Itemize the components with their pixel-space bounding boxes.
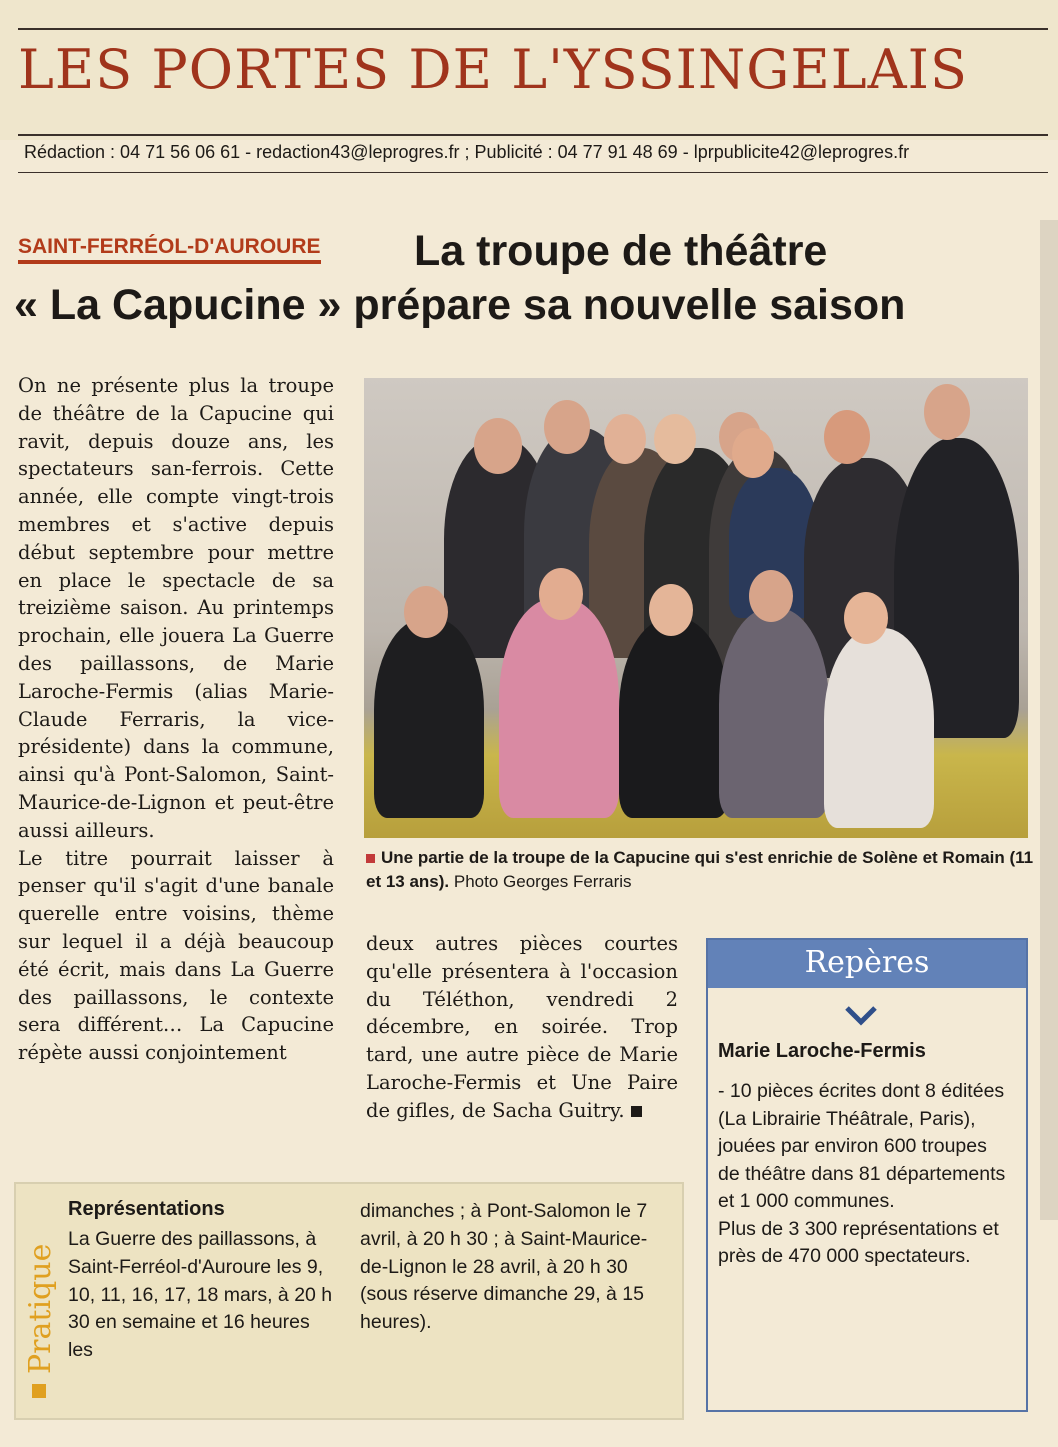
headline-line-2: « La Capucine » prépare sa nouvelle saison [14,281,906,329]
troupe-photo [364,378,1028,838]
chevron-down-icon [844,998,878,1032]
pratique-box [14,1182,684,1420]
article-paragraph-3: deux autres pièces courtes qu'elle présentera à l'occasion du Téléthon, vendredi 2 décembre, en soirée. Trop tard, une autre pièce de Marie Laroche-Fermis et Une Paire de gifles, de Sacha Guitry. [366,932,678,1122]
masthead [0,0,1058,140]
newspaper-title: LES PORTES DE L'YSSINGELAIS [18,38,968,101]
pratique-column-1: La Guerre des paillassons, à Saint-Ferréol-d'Auroure les 9, 10, 11, 16, 17, 18 mars, à 20 h 30 en semaine et 16 heures les [68,1228,333,1362]
contact-line: Rédaction : 04 71 56 06 61 - redaction43@leprogres.fr ; Publicité : 04 77 91 48 69 - lprpublicite42@leprogres.fr [24,142,910,162]
article-column-1 [18,372,334,1067]
reperes-title: Repères [708,940,1026,988]
caption-bullet-icon [366,854,375,863]
headline-line-1: La troupe de théâtre [414,227,828,275]
article-paragraph-1: On ne présente plus la troupe de théâtre de la Capucine qui ravit, depuis douze ans, les spectateurs san-ferrois. Cette année, elle compte vingt-trois membres et s'active depuis début septembre pour mettre en place le spectacle de sa treizième saison. Au printemps prochain, elle jouera La Guerre des paillassons, de Marie Laroche-Fermis (alias Marie-Claude Ferraris, la vice-présidente) dans la commune, ainsi qu'à Pont-Salomon, Saint-Maurice-de-Lignon et peut-être aussi ailleurs. [18,374,334,842]
photo-credit: Photo Georges Ferraris [453,872,632,891]
svg-text:Pratique: Pratique [23,1243,58,1374]
article-end-mark-icon [631,1106,642,1117]
reperes-author-name: Marie Laroche-Fermis [718,1040,926,1062]
adjacent-page-edge [1040,220,1058,1220]
masthead-bottom-rule [18,134,1048,136]
article-paragraph-2: Le titre pourrait laisser à penser qu'il s'agit d'une banale querelle entre voisins, thème sur lequel il a déjà beaucoup été écrit, mais dans La Guerre des paillassons, le contexte sera différent… La Capucine répète aussi conjointement [18,846,334,1065]
caption-text: Une partie de la troupe de la Capucine qui s'est enrichie de Solène et Romain (11 et 13 ans). [366,848,1034,891]
masthead-top-rule [18,28,1048,30]
pratique-title: Représentations [68,1198,225,1220]
pratique-column-2: dimanches ; à Pont-Salomon le 7 avril, à 20 h 30 ; à Saint-Maurice-de-Lignon le 28 avril, à 20 h 30 (sous réserve dimanche 29, à 15 heures). [360,1200,648,1334]
reperes-box [706,938,1028,1412]
contact-rule [18,172,1048,173]
section-location-label: SAINT-FERRÉOL-D'AUROURE [18,234,321,264]
reperes-fact-2: Plus de 3 300 représentations et près de 470 000 spectateurs. [718,1217,999,1267]
reperes-fact-1: - 10 pièces écrites dont 8 éditées (La Librairie Théâtrale, Paris), jouées par environ 600 troupes de théâtre dans 81 départements et 1 000 communes. [718,1080,1006,1212]
article-column-2 [366,930,678,1125]
pratique-vertical-label [20,1198,60,1408]
photo-caption [366,846,1036,894]
reperes-facts [718,1078,1008,1271]
